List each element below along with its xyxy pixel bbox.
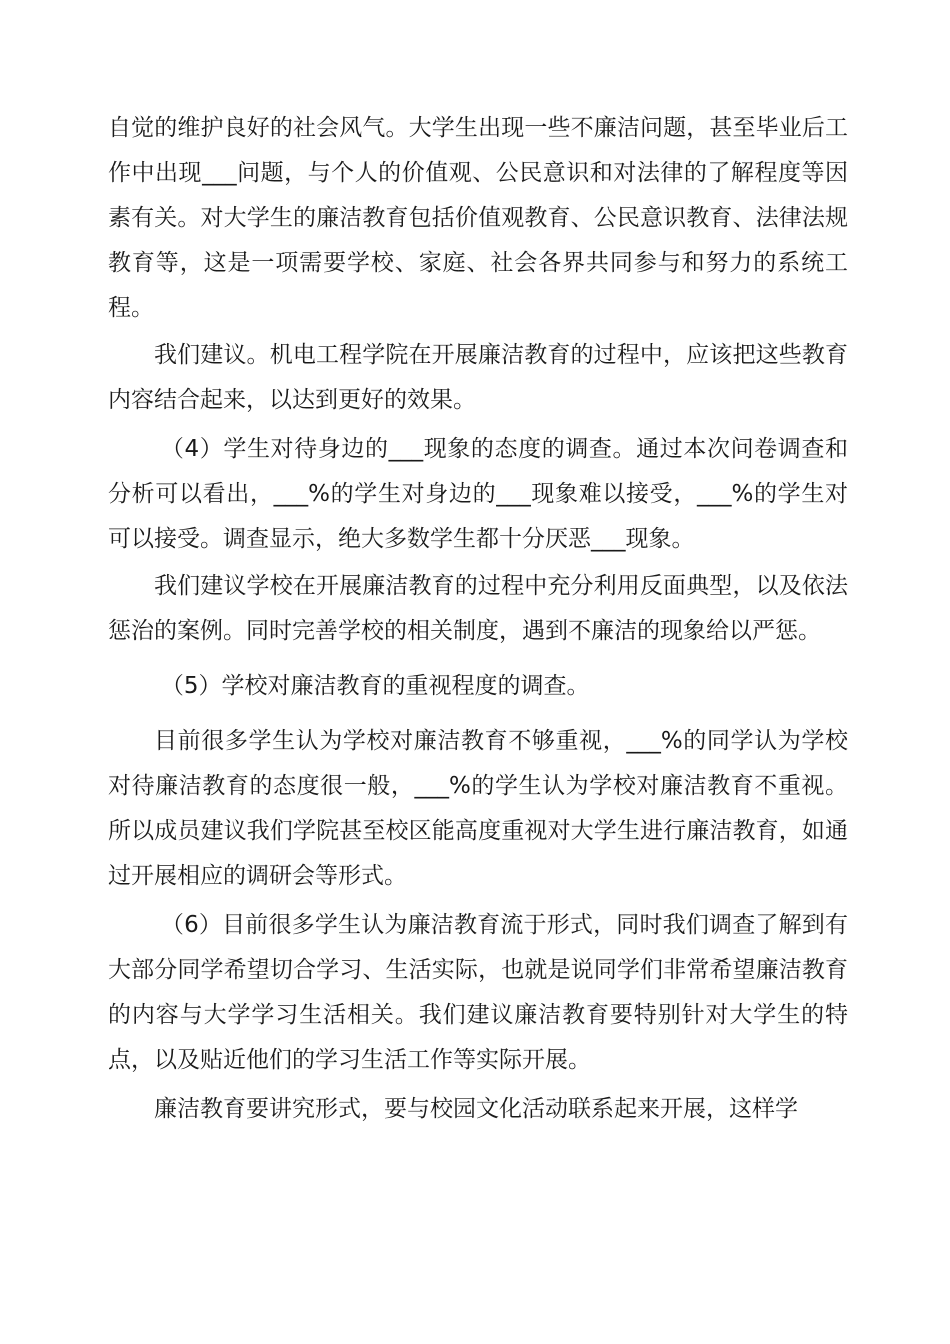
paragraph-6: 目前很多学生认为学校对廉洁教育不够重视，___%的同学认为学校对待廉洁教育的态度很一般，___%的学生认为学校对廉洁教育不重视。所以成员建议我们学院甚至校区能高度重视对大学生进行廉洁教育，如通过开展相应的调研会等形式。 (108, 728, 848, 889)
paragraph-7: （6）目前很多学生认为廉洁教育流于形式，同时我们调查了解到有大部分同学希望切合学习、生活实际，也就是说同学们非常希望廉洁教育的内容与大学学习生活相关。我们建议廉洁教育要特别针对大学生的特点，以及贴近他们的学习生活工作等实际开展。 (108, 912, 848, 1073)
paragraph-5: （5）学校对廉洁教育的重视程度的调查。 (160, 673, 590, 699)
paragraph-4: 我们建议学校在开展廉洁教育的过程中充分利用反面典型，以及依法惩治的案例。同时完善学校的相关制度，遇到不廉洁的现象给以严惩。 (108, 573, 848, 644)
paragraph-1: 自觉的维护良好的社会风气。大学生出现一些不廉洁问题，甚至毕业后工作中出现___问题，与个人的价值观、公民意识和对法律的了解程度等因素有关。对大学生的廉洁教育包括价值观教育、公民意识教育、法律法规教育等，这是一项需要学校、家庭、社会各界共同参与和努力的系统工程。 (108, 115, 848, 321)
paragraph-8: 廉洁教育要讲究形式，要与校园文化活动联系起来开展，这样学 (154, 1096, 798, 1122)
paragraph-3: （4）学生对待身边的___现象的态度的调查。通过本次问卷调查和分析可以看出，___%的学生对身边的___现象难以接受，___%的学生对可以接受。调查显示，绝大多数学生都十分厌恶___现象。 (108, 436, 848, 552)
paragraph-2: 我们建议。机电工程学院在开展廉洁教育的过程中，应该把这些教育内容结合起来，以达到更好的效果。 (108, 342, 848, 413)
document-body (108, 106, 848, 1132)
